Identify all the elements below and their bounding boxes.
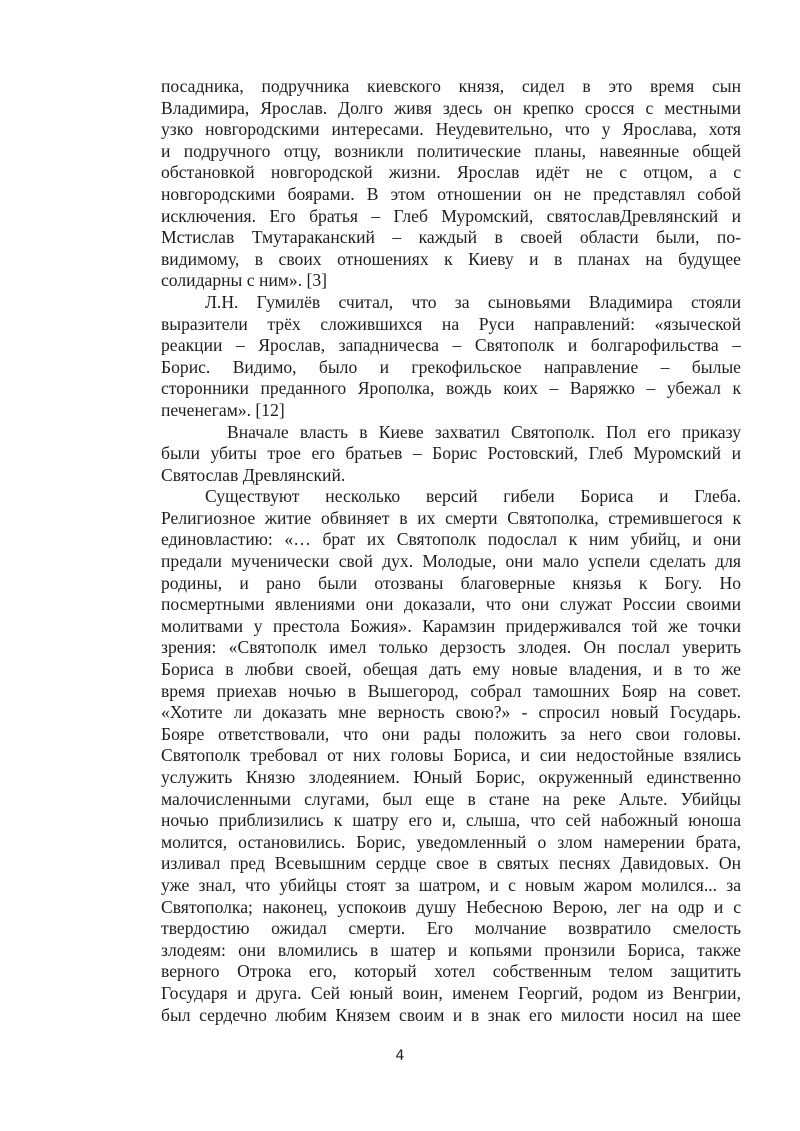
- text-line: услужить Князю злодеянием. Юный Борис, окруженный единственно: [161, 767, 741, 787]
- text-line: единовластию: «… брат их Святополк подослал к ним убийц, и они: [161, 529, 741, 550]
- text-line: изливал пред Всевышним сердце свое в святых песнях Давидовых. Он: [161, 853, 741, 874]
- text-line: и подручного отцу, возникли политические планы, навеянные общей: [161, 140, 741, 161]
- text-line: выразители трёх сложившихся на Руси направлений: «языческой: [161, 313, 741, 334]
- text-line: малочисленными слугами, был еще в стане на реке Альте. Убийцы: [161, 788, 741, 809]
- text-line: печенегам». [12]: [161, 399, 285, 420]
- text-line: был сердечно любим Князем своим и в знак его милости носил на шее: [161, 1004, 741, 1025]
- text-line: были убиты трое его братьев – Борис Ростовский, Глеб Муромский и: [161, 443, 741, 464]
- text-line: Борис. Видимо, было и грекофильское направление – былые: [161, 356, 741, 377]
- text-line: злодеям: они вломились в шатер и копьями пронзили Бориса, также: [161, 939, 741, 960]
- text-line: Вначале власть в Киеве захватил Святополк. Пол его приказу: [227, 421, 741, 442]
- text-line: время приехав ночью в Вышегород, собрал тамошних Бояр на совет.: [161, 680, 741, 701]
- text-line: молится, остановились. Борис, уведомленный о злом намерении брата,: [161, 831, 741, 852]
- text-line: Государя и друга. Сей юный воин, именем Георгий, родом из Венгрии,: [161, 982, 741, 1003]
- text-line: сторонники преданного Ярополка, вождь коих – Варяжко – убежал к: [161, 378, 741, 399]
- text-line: Святополк требовал от них головы Бориса, и сии недостойные взялись: [161, 745, 741, 766]
- text-line: «Хотите ли доказать мне верность свою?» - спросил новый Государь.: [161, 702, 741, 723]
- text-line: реакции – Ярослав, западничесва – Святополк и болгарофильства –: [161, 335, 741, 356]
- text-line: Существуют несколько версий гибели Бориса и Глеба.: [205, 486, 741, 507]
- text-line: верного Отрока его, который хотел собственным телом защитить: [161, 961, 741, 982]
- text-line: новгородскими боярами. В этом отношении он не представлял собой: [161, 183, 741, 204]
- text-line: ночью приблизились к шатру его и, слыша, что сей набожный юноша: [161, 810, 741, 831]
- text-line: молитвами у престола Божия». Карамзин придерживался той же точки: [161, 615, 741, 636]
- text-line: уже знал, что убийцы стоят за шатром, и с новым жаром молился... за: [161, 874, 741, 895]
- text-line: Владимира, Ярослав. Долго живя здесь он крепко сросся с местными: [161, 97, 741, 118]
- text-line: Святополка; наконец, успокоив душу Небесною Верою, лег на одр и с: [161, 896, 741, 917]
- page-number: 4: [395, 1048, 405, 1064]
- text-line: твердостию ожидал смерти. Его молчание возвратило смелость: [161, 918, 741, 939]
- text-line: зрения: «Святополк имел только дерзость злодея. Он послал уверить: [161, 637, 741, 658]
- text-line: Бояре ответствовали, что они рады положить за него свои головы.: [161, 723, 741, 744]
- text-line: Л.Н. Гумилёв считал, что за сыновьями Владимира стояли: [205, 291, 741, 312]
- text-line: родины, и рано были отозваны благоверные князья к Богу. Но: [161, 572, 741, 593]
- text-line: видимому, в своих отношениях к Киеву и в планах на будущее: [161, 248, 741, 269]
- text-line: Бориса в любви своей, обещая дать ему новые владения, и в то же: [161, 659, 741, 680]
- text-line: солидарны с ним». [3]: [161, 270, 328, 291]
- text-line: Мстислав Тмутараканский – каждый в своей области были, по-: [161, 227, 741, 248]
- text-line: исключения. Его братья – Глеб Муромский, святославДревлянский и: [161, 205, 741, 226]
- body-text: [161, 76, 741, 1026]
- text-line: узко новгородскими интересами. Неудевительно, что у Ярослава, хотя: [161, 119, 741, 140]
- text-line: Религиозное житие обвиняет в их смерти Святополка, стремившегося к: [161, 507, 741, 528]
- text-line: посадника, подручника киевского князя, сидел в это время сын: [161, 76, 741, 96]
- text-line: обстановкой новгородской жизни. Ярослав идёт не с отцом, а с: [161, 162, 741, 183]
- text-line: Святослав Древлянский.: [161, 464, 346, 485]
- text-line: предали мученически свой дух. Молодые, они мало успели сделать для: [161, 551, 741, 572]
- text-line: посмертными явлениями они доказали, что они служат России своими: [161, 594, 741, 615]
